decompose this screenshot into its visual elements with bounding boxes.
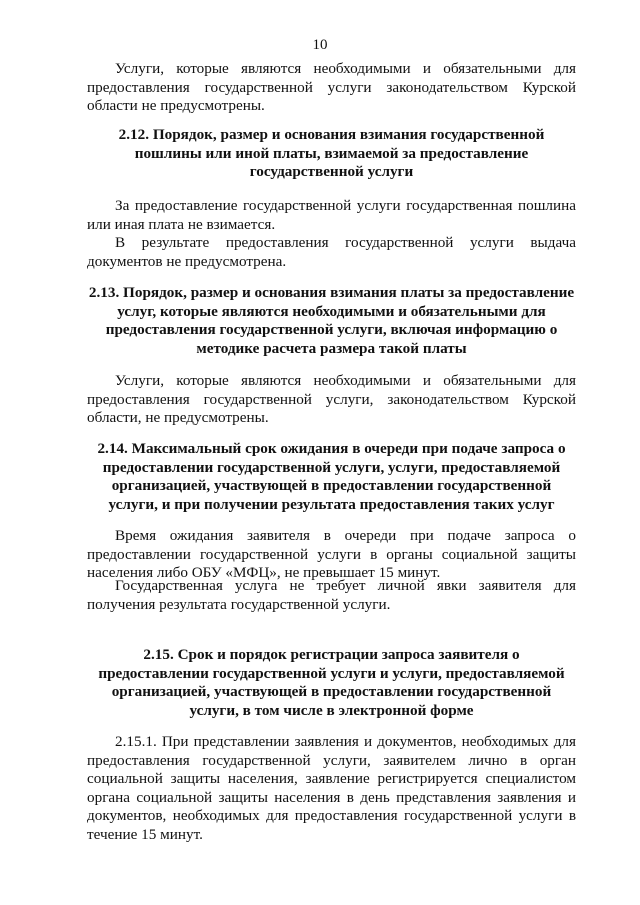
section-2-14-paragraph-1: Время ожидания заявителя в очереди при подаче запроса о предоставлении государственной услуги в органы социальной защиты населения либо ОБУ «МФЦ», не превышает 15 минут. [87,527,576,582]
page-number: 10 [312,37,328,53]
section-2-14-heading: 2.14. Максимальный срок ожидания в очереди при подаче запроса о предоставлении государственной услуги, услуги, предоставляемой организацией, участвующей в предоставлении государственной услуги, и при получении результата предоставления таких услуг [97,440,566,513]
intro-paragraph: Услуги, которые являются необходимыми и обязательными для предоставления государственной услуги законодательством Курской области не предусмотрены. [87,60,576,115]
section-2-12-paragraph-2: В результате предоставления государственной услуги выдача документов не предусмотрена. [87,234,576,270]
section-2-14-paragraph-2: Государственная услуга не требует личной явки заявителя для получения результата государственной услуги. [87,577,576,613]
section-2-12-paragraph-1: За предоставление государственной услуги государственная пошлина или иная плата не взимается. [87,197,576,233]
section-2-13-heading: 2.13. Порядок, размер и основания взимания платы за предоставление услуг, которые являются необходимыми и обязательными для предоставления государственной услуги, включая информацию о методике расчета размера такой платы [88,284,575,357]
section-2-15-paragraph-1: 2.15.1. При представлении заявления и документов, необходимых для предоставления государственной услуги, заявителем лично в орган социальной защиты населения, заявление регистрируется специалистом органа социальной защиты населения в день представления заявления и документов, необходимых для предоставления государственной услуги в течение 15 минут. [87,733,576,843]
section-2-15-heading: 2.15. Срок и порядок регистрации запроса заявителя о предоставлении государственной услуги и услуги, предоставляемой организацией, участвующей в предоставлении государственной услуги, в том числе в электронной форме [98,646,565,719]
section-2-12-heading: 2.12. Порядок, размер и основания взимания государственной пошлины или иной платы, взимаемой за предоставление государственной услуги [118,126,545,181]
section-2-13-paragraph-1: Услуги, которые являются необходимыми и обязательными для предоставления государственной услуги, законодательством Курской области, не предусмотрены. [87,372,576,427]
